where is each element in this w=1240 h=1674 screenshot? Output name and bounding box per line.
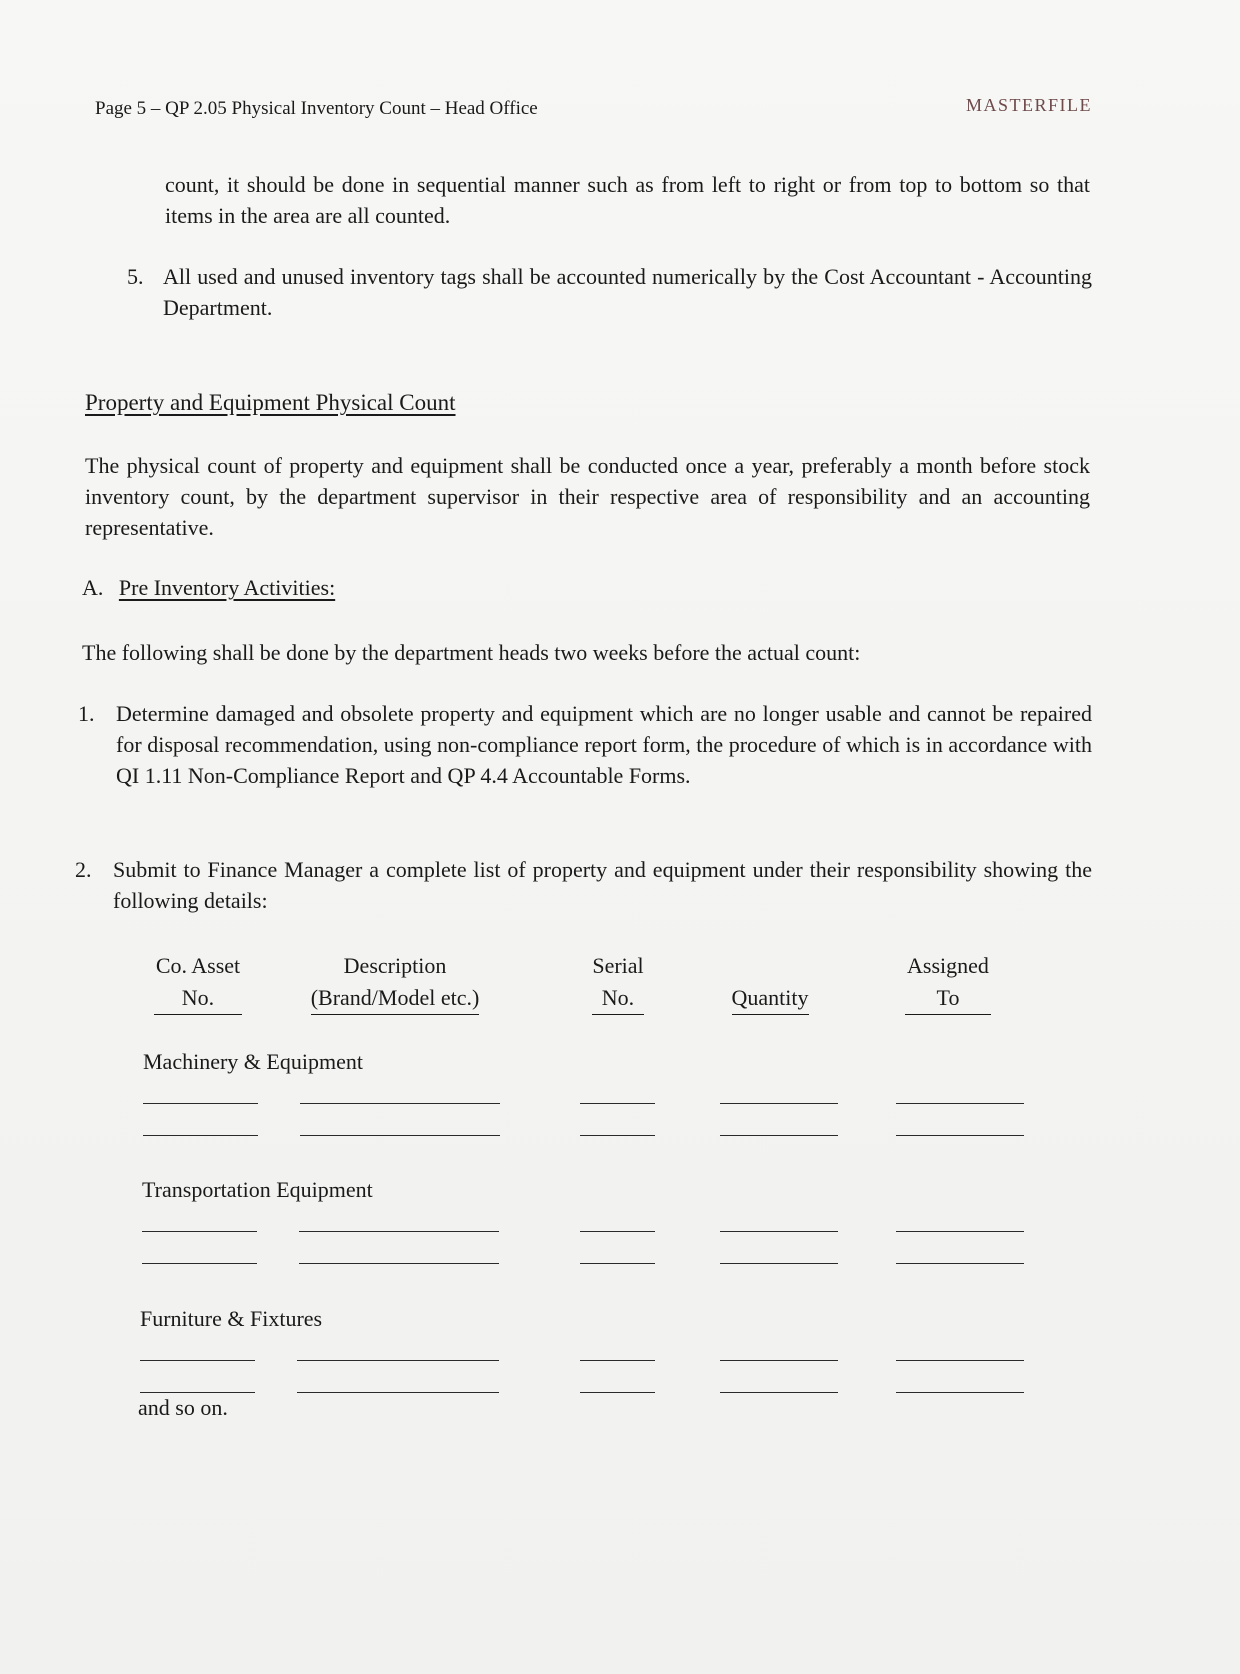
- blank-line: [142, 1263, 257, 1264]
- blank-line: [297, 1392, 499, 1393]
- blank-line: [896, 1392, 1024, 1393]
- category-transportation: Transportation Equipment: [142, 1177, 373, 1202]
- closing-note: and so on.: [138, 1395, 228, 1420]
- section-paragraph: The physical count of property and equipment shall be conducted once a year, preferably a month before stock inventory count, by the department supervisor in their respective area of responsibility and an accounting representative.: [85, 453, 1090, 540]
- category-machinery: Machinery & Equipment: [143, 1049, 363, 1074]
- list-text: Submit to Finance Manager a complete list of property and equipment under their responsibility showing the following details:: [113, 857, 1092, 913]
- column-header-top: [710, 950, 830, 982]
- column-header-bottom: Quantity: [732, 982, 809, 1015]
- blank-line: [720, 1231, 838, 1232]
- blank-line: [580, 1263, 655, 1264]
- column-header-bottom: (Brand/Model etc.): [311, 982, 480, 1015]
- column-header-bottom: To: [905, 982, 992, 1015]
- blank-line: [143, 1103, 258, 1104]
- category-furniture: Furniture & Fixtures: [140, 1306, 323, 1331]
- list-text: Determine damaged and obsolete property and equipment which are no longer usable and cannot be repaired for disposal recommendation, using non-compliance report form, the procedure of which is in accordance with QI 1.11 Non-Compliance Report and QP 4.4 Accountable Forms.: [116, 701, 1092, 788]
- section-heading: Property and Equipment Physical Count: [85, 390, 456, 415]
- subsection-title: Pre Inventory Activities:: [118, 575, 336, 600]
- blank-line: [300, 1135, 500, 1136]
- list-item-5: [127, 261, 1092, 323]
- list-item-2: [75, 854, 1092, 916]
- blank-line: [580, 1392, 655, 1393]
- blank-line: [140, 1392, 255, 1393]
- blank-line: [720, 1135, 838, 1136]
- blank-line: [143, 1135, 258, 1136]
- page-header-masterfile: MASTERFILE: [965, 95, 1092, 115]
- continued-paragraph: count, it should be done in sequential manner such as from left to right or from top to bottom so that items in the area are all counted.: [165, 172, 1090, 228]
- list-item-1: [78, 698, 1092, 791]
- blank-line: [580, 1231, 655, 1232]
- blank-line: [896, 1103, 1024, 1104]
- page-header-title: Page 5 – QP 2.05 Physical Inventory Count – Head Office: [95, 98, 538, 119]
- blank-line: [297, 1360, 499, 1361]
- blank-line: [580, 1360, 655, 1361]
- blank-line: [896, 1135, 1024, 1136]
- column-header-bottom: No.: [592, 982, 644, 1015]
- blank-line: [580, 1103, 655, 1104]
- list-number: 2.: [75, 857, 92, 882]
- blank-line: [299, 1263, 499, 1264]
- column-header-quantity: [710, 950, 830, 1015]
- column-header-top: Co. Asset: [155, 953, 241, 978]
- blank-line: [299, 1231, 499, 1232]
- blank-line: [140, 1360, 255, 1361]
- column-header-top: Description: [343, 953, 447, 978]
- column-header-assigned-to: [888, 950, 1008, 1015]
- blank-line: [896, 1360, 1024, 1361]
- blank-line: [580, 1135, 655, 1136]
- column-header-top: Serial: [592, 953, 644, 978]
- blank-line: [720, 1360, 838, 1361]
- blank-line: [720, 1103, 838, 1104]
- blank-line: [720, 1263, 838, 1264]
- column-header-top: Assigned: [907, 953, 989, 978]
- blank-line: [142, 1231, 257, 1232]
- list-text: All used and unused inventory tags shall be accounted numerically by the Cost Accountant - Accounting Department.: [163, 264, 1092, 320]
- column-header-serial-no: [578, 950, 658, 1015]
- blank-line: [896, 1231, 1024, 1232]
- blank-line: [896, 1263, 1024, 1264]
- subsection-letter: A.: [82, 575, 104, 600]
- column-header-description: [285, 950, 505, 1015]
- list-number: 1.: [78, 701, 95, 726]
- subsection-heading: [82, 575, 335, 601]
- column-header-bottom: No.: [154, 982, 242, 1015]
- blank-line: [720, 1392, 838, 1393]
- following-text: The following shall be done by the department heads two weeks before the actual count:: [82, 640, 861, 665]
- list-number: 5.: [127, 264, 144, 289]
- column-header-asset-no: [143, 950, 253, 1015]
- blank-line: [300, 1103, 500, 1104]
